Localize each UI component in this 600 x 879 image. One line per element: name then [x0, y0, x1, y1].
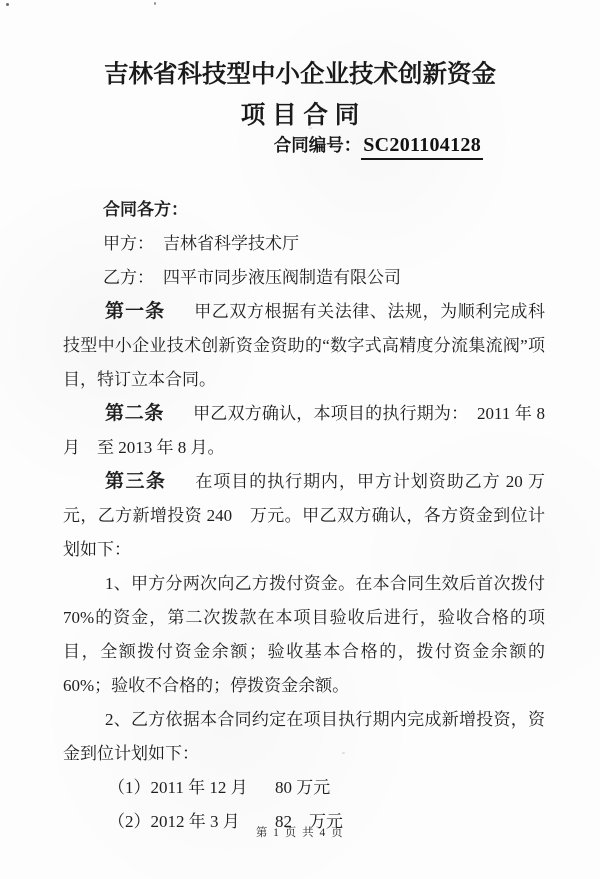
contract-number-value: SC201104128: [361, 133, 483, 160]
article-2: [63, 397, 550, 465]
article-2-label: 第二条: [105, 403, 165, 424]
article-3-label: 第三条: [105, 471, 167, 492]
clause-2: 2、乙方依据本合同约定在项目执行期内完成新增投资，资金到位计划如下：: [63, 710, 545, 763]
document-title-line1: 吉林省科技型中小企业技术创新资金: [104, 61, 496, 88]
article-1-text: 甲乙双方根据有关法律、法规，为顺利完成科技型中小企业技术创新资金资助的“数字式高精度分流集流阀”项目，特订立本合同。: [63, 302, 545, 389]
schedule-row-2-amount: 82 万元: [275, 812, 343, 831]
schedule-row-1-amount: 80 万元: [275, 778, 331, 797]
party-a-line: [63, 227, 545, 261]
page-number: 第 1 页 共 4 页: [255, 827, 345, 839]
parties-heading: 合同各方：: [103, 200, 188, 219]
article-2-text: 甲乙双方确认，本项目的执行期为： 2011 年 8 月 至 2013 年 8 月。: [63, 404, 550, 457]
party-a-name: 吉林省科学技术厅: [163, 234, 299, 253]
scan-speck: [154, 2, 156, 5]
article-1: [63, 295, 545, 397]
schedule-row-2-item: （2）2012 年 3 月: [108, 812, 240, 831]
document-title-line2: 项 目 合 同: [240, 102, 360, 129]
contract-number-row: [0, 133, 600, 160]
article-1-label: 第一条: [105, 301, 166, 322]
scan-speck: [309, 127, 312, 129]
contract-body: [0, 193, 600, 839]
article-3-text: 在项目的执行期内，甲方计划资助乙方 20 万元，乙方新增投资 240 万元。甲乙双方确认，各方资金到位计划如下：: [63, 472, 545, 559]
party-b-name: 四平市同步液压阀制造有限公司: [163, 268, 401, 287]
party-a-label: 甲方：: [103, 234, 154, 253]
schedule-row-1-item: （1）2011 年 12 月: [108, 778, 248, 797]
scan-speck: [6, 3, 9, 6]
article-3: [63, 465, 545, 567]
clause-1: 1、甲方分两次向乙方拨付资金。在本合同生效后首次拨付 70%的资金，第二次拨款在本项目验收后进行，验收合格的项目，全额拨付资金余额；验收基本合格的，拨付资金余额的 60%；验收不合格的；停拨资金余额。: [63, 574, 550, 695]
scan-speck: [342, 752, 345, 754]
contract-number-label: 合同编号：: [273, 135, 362, 155]
schedule-row-1: [63, 771, 545, 805]
party-b-line: [63, 261, 545, 295]
party-b-label: 乙方：: [103, 268, 154, 287]
